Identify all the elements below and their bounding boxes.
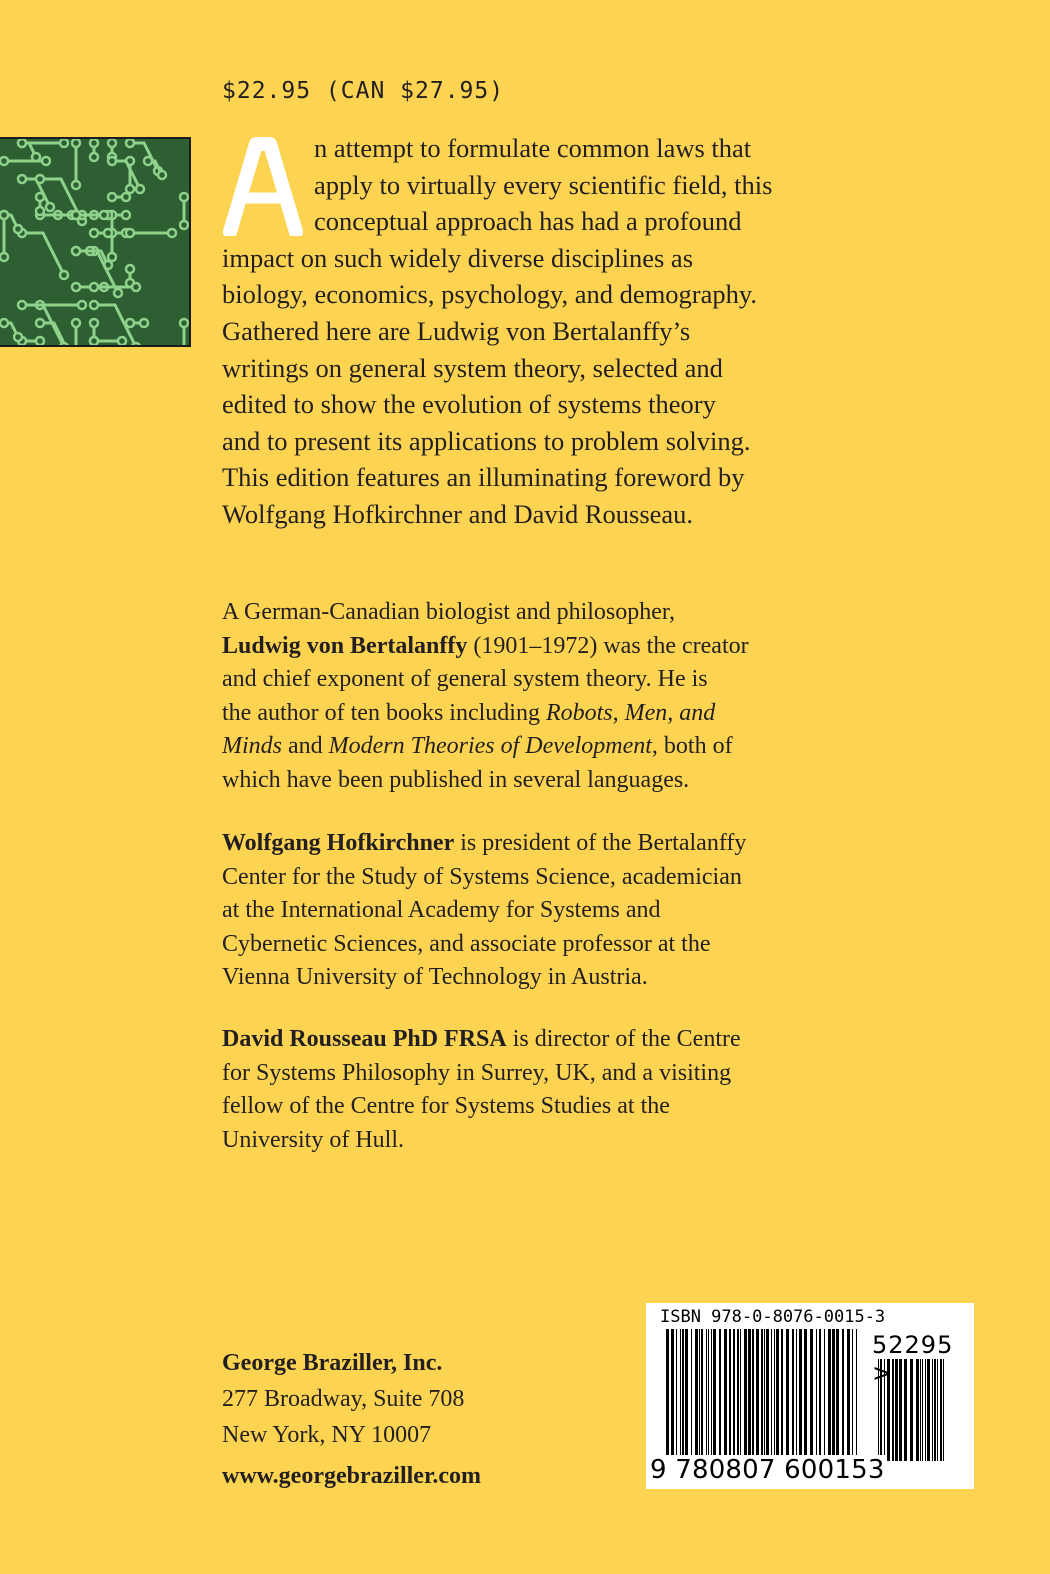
barcode-bar xyxy=(828,1329,831,1457)
barcode-bar xyxy=(724,1329,727,1457)
circuit-pad xyxy=(0,211,8,219)
barcode-bar xyxy=(847,1329,850,1457)
barcode-bar xyxy=(729,1329,731,1457)
bio-text: the author of ten books including xyxy=(222,699,546,726)
foreword-author-bio xyxy=(222,1023,862,1157)
circuit-pad xyxy=(122,211,130,219)
bio-line: fellow of the Centre for Systems Studies at the xyxy=(222,1093,670,1120)
isbn-label: ISBN 978-0-8076-0015-3 xyxy=(660,1307,886,1327)
circuit-pad xyxy=(36,193,44,201)
bio-line: at the International Academy for Systems and xyxy=(222,897,661,924)
barcode-bar xyxy=(682,1329,684,1457)
barcode-bar xyxy=(685,1329,688,1457)
circuit-pad xyxy=(18,301,26,309)
circuit-pad xyxy=(0,157,8,165)
circuit-pad xyxy=(78,301,86,309)
barcode-bar xyxy=(842,1329,844,1457)
circuit-pad xyxy=(60,343,68,347)
bio-text: is director of the Centre xyxy=(506,1026,741,1052)
circuit-pad xyxy=(72,247,80,255)
barcode-bar xyxy=(666,1329,669,1465)
circuit-pad xyxy=(90,139,98,147)
circuit-pad xyxy=(158,171,166,179)
intro-line: edited to show the evolution of systems theory xyxy=(222,389,716,420)
intro-line: writings on general system theory, selected and xyxy=(222,352,723,383)
isbn-barcode xyxy=(646,1303,974,1489)
circuit-pad xyxy=(132,283,140,291)
bio-line: and chief exponent of general system theory. He is xyxy=(222,666,708,693)
bio-line: which have been published in several languages. xyxy=(222,766,690,793)
barcode-bar xyxy=(691,1329,692,1457)
barcode-bar xyxy=(774,1329,775,1457)
circuit-pad xyxy=(126,185,134,193)
bio-line xyxy=(222,730,862,764)
barcode-bar xyxy=(836,1329,839,1457)
publisher-info xyxy=(222,1345,464,1453)
circuit-pad xyxy=(18,139,26,147)
intro-line: This edition features an illuminating foreword by xyxy=(222,462,745,493)
circuit-pad xyxy=(60,139,68,147)
publisher-website: www.georgebraziller.com xyxy=(222,1463,482,1489)
circuit-pad xyxy=(144,157,152,165)
author-bio xyxy=(222,596,862,798)
intro-paragraph xyxy=(222,130,842,533)
circuit-pad xyxy=(108,193,116,201)
bio-line xyxy=(222,1023,862,1057)
publisher-address: 277 Broadway, Suite 708 xyxy=(222,1386,465,1412)
price: $22.95 (CAN $27.95) xyxy=(222,78,505,104)
circuit-pad xyxy=(126,319,134,327)
bio-line: A German-Canadian biologist and philosopher, xyxy=(222,599,675,625)
publisher-name: George Braziller, Inc. xyxy=(222,1350,443,1376)
circuit-pad xyxy=(108,157,116,165)
circuit-pad xyxy=(90,153,98,161)
barcode-bar xyxy=(701,1329,703,1457)
circuit-pad xyxy=(32,153,40,161)
circuit-pad xyxy=(100,211,108,219)
intro-line: apply to virtually every scientific field, this xyxy=(314,169,773,200)
barcode-bar xyxy=(737,1329,739,1457)
barcode-bar xyxy=(676,1329,677,1457)
circuit-pad xyxy=(90,229,98,237)
circuit-pad xyxy=(180,221,188,229)
circuit-pad xyxy=(168,229,176,237)
bio-line xyxy=(222,827,862,861)
circuit-pad xyxy=(90,337,98,345)
circuit-pad xyxy=(72,319,80,327)
barcode-bar xyxy=(740,1329,741,1457)
barcode-bar xyxy=(764,1329,765,1457)
circuit-pad xyxy=(18,175,26,183)
circuit-pad xyxy=(180,193,188,201)
circuit-trace xyxy=(22,179,50,207)
barcode-bar xyxy=(832,1329,835,1457)
circuit-pad xyxy=(122,193,130,201)
book-title: Modern Theories of Development xyxy=(328,733,652,760)
barcode-bar xyxy=(706,1329,707,1457)
bio-line: Center for the Study of Systems Science, academician xyxy=(222,863,742,890)
circuit-pad xyxy=(136,185,144,193)
barcode-bar xyxy=(816,1329,817,1457)
circuit-pad xyxy=(36,207,44,215)
author-name: Ludwig von Bertalanffy xyxy=(222,632,468,659)
intro-line: Wolfgang Hofkirchner and David Rousseau. xyxy=(222,498,694,529)
barcode-bar xyxy=(786,1329,789,1457)
barcode-bar xyxy=(804,1329,807,1457)
circuit-pad xyxy=(72,139,80,147)
circuit-pad xyxy=(36,337,44,345)
barcode-bar xyxy=(695,1329,698,1457)
intro-line: impact on such widely diverse disciplines as xyxy=(222,242,694,273)
barcode-bar xyxy=(810,1329,813,1457)
circuit-pad xyxy=(46,203,54,211)
circuit-pad xyxy=(72,181,80,189)
bio-line xyxy=(222,630,862,664)
circuit-pad xyxy=(140,319,148,327)
barcode-bar xyxy=(856,1329,857,1465)
ean-digits: 9 780807 600153 xyxy=(650,1455,885,1485)
intro-line: biology, economics, psychology, and demography. xyxy=(222,279,758,310)
barcode-bar xyxy=(771,1329,772,1457)
author-name: Wolfgang Hofkirchner xyxy=(222,830,455,856)
circuit-pad xyxy=(60,271,68,279)
circuit-pad xyxy=(180,319,188,327)
barcode-bar xyxy=(796,1329,797,1457)
bio-text: and xyxy=(282,733,329,760)
circuit-pad xyxy=(132,343,140,347)
circuit-pad xyxy=(0,253,8,261)
circuit-pad xyxy=(118,337,126,345)
circuit-pad xyxy=(36,175,44,183)
barcode-bar xyxy=(671,1329,674,1457)
circuit-pad xyxy=(90,283,98,291)
barcode-bar xyxy=(761,1329,763,1465)
circuit-board-graphic xyxy=(0,137,191,347)
circuit-pad xyxy=(72,211,80,219)
circuit-pad xyxy=(0,319,8,327)
circuit-pad xyxy=(14,225,22,233)
intro-line: Gathered here are Ludwig von Bertalanffy’s xyxy=(222,315,691,346)
barcode-bar xyxy=(824,1329,825,1457)
circuit-pad xyxy=(108,139,116,147)
barcode-bar xyxy=(708,1329,709,1457)
bio-text: , both of xyxy=(651,733,733,760)
barcode-bar xyxy=(819,1329,821,1457)
circuit-pad xyxy=(90,319,98,327)
barcode-bar xyxy=(733,1329,735,1457)
circuit-pad xyxy=(36,319,44,327)
book-title: Minds xyxy=(222,733,282,760)
barcode-bar xyxy=(852,1329,853,1457)
barcode-bar xyxy=(711,1329,712,1457)
barcode-bar xyxy=(781,1329,783,1457)
barcode-bar xyxy=(748,1329,751,1457)
barcode-bar xyxy=(744,1329,747,1457)
circuit-pad xyxy=(126,265,134,273)
circuit-pad xyxy=(72,283,80,291)
bio-line xyxy=(222,697,862,731)
circuit-pad xyxy=(104,229,112,237)
intro-line: n attempt to formulate common laws that xyxy=(314,133,752,163)
circuit-pad xyxy=(14,333,22,341)
bio-text: is president of the Bertalanffy xyxy=(454,830,747,856)
circuit-pad xyxy=(90,301,98,309)
barcode-bar xyxy=(766,1329,769,1457)
barcode-bar xyxy=(792,1329,794,1457)
publisher-city: New York, NY 10007 xyxy=(222,1422,432,1448)
circuit-pad xyxy=(114,289,122,297)
bio-line: Cybernetic Sciences, and associate professor at the xyxy=(222,930,711,957)
circuit-trace xyxy=(112,161,140,189)
bio-line: Vienna University of Technology in Austria. xyxy=(222,964,648,991)
barcode-bar xyxy=(752,1329,754,1457)
intro-line: and to present its applications to problem solving. xyxy=(222,425,751,456)
bio-line: for Systems Philosophy in Surrey, UK, and a visiting xyxy=(222,1059,732,1086)
author-name: David Rousseau PhD FRSA xyxy=(222,1026,507,1052)
intro-line: conceptual approach has had a profound xyxy=(314,206,742,237)
circuit-pad xyxy=(108,253,116,261)
circuit-pad xyxy=(126,229,134,237)
circuit-trace xyxy=(130,143,158,171)
circuit-pad xyxy=(42,157,50,165)
barcode-bar xyxy=(719,1329,721,1457)
circuit-pad xyxy=(126,139,134,147)
barcode-bar xyxy=(756,1329,759,1457)
barcode-bar xyxy=(699,1329,700,1457)
book-title: Robots, Men, and xyxy=(545,699,716,726)
circuit-trace xyxy=(22,233,64,275)
bio-text: (1901–1972) was the creator xyxy=(467,632,749,659)
barcode-bar xyxy=(799,1329,802,1457)
foreword-author-bio xyxy=(222,827,862,995)
barcode-bar xyxy=(680,1329,681,1457)
price-addon-code: 52295 > xyxy=(872,1331,954,1387)
bio-line: University of Hull. xyxy=(222,1126,404,1153)
barcode-bar xyxy=(713,1329,716,1457)
barcode-bar xyxy=(776,1329,779,1457)
